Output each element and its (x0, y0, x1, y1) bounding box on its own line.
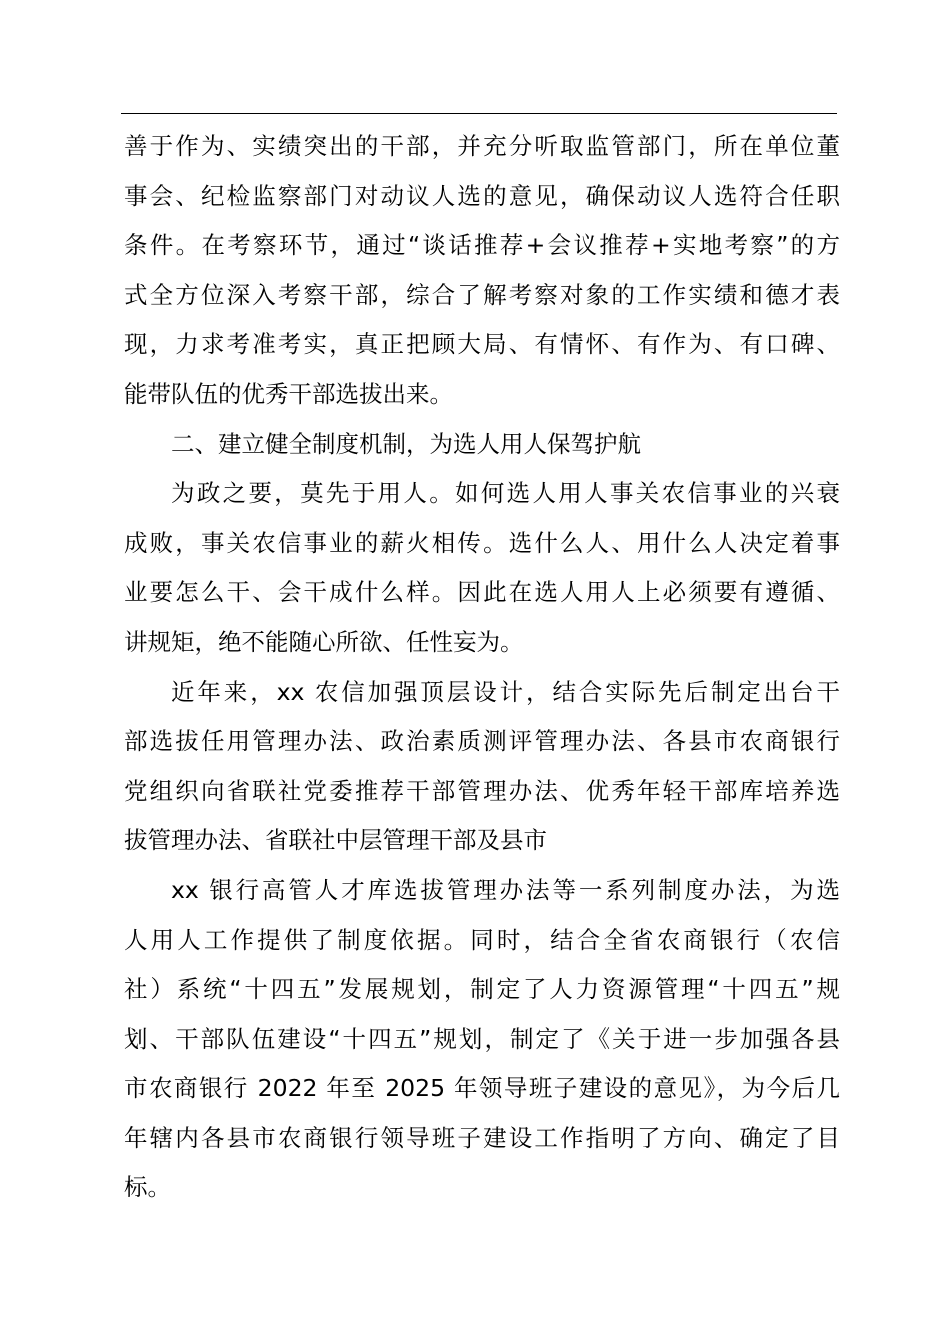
text-line: xx 银行高管人才库选拔管理办法等一系列制度办法，为选 (171, 875, 840, 904)
text-line: 社）系统“十四五”发展规划，制定了人力资源管理“十四五”规 (124, 975, 840, 1004)
text-line: 讲规矩，绝不能随心所欲、任性妄为。 (124, 627, 524, 656)
text-line: 党组织向省联社党委推荐干部管理办法、优秀年轻干部库培养选 (124, 776, 840, 805)
text-line: 成败，事关农信事业的薪火相传。选什么人、用什么人决定着事 (124, 528, 840, 557)
text-line: 业要怎么干、会干成什么样。因此在选人用人上必须要有遵循、 (124, 578, 840, 607)
text-line: 二、建立健全制度机制，为选人用人保驾护航 (171, 429, 641, 458)
text-line: 式全方位深入考察干部，综合了解考察对象的工作实绩和德才表 (124, 280, 840, 309)
header-rule (121, 113, 837, 114)
text-line: 年辖内各县市农商银行领导班子建设工作指明了方向、确定了目 (124, 1123, 840, 1152)
body-text (124, 122, 840, 1213)
text-line: 市农商银行 2022 年至 2025 年领导班子建设的意见》，为今后几 (124, 1074, 840, 1103)
text-line: 拔管理办法、省联社中层管理干部及县市 (124, 826, 547, 855)
text-line: 近年来，xx 农信加强顶层设计，结合实际先后制定出台干 (171, 677, 840, 706)
text-line: 人用人工作提供了制度依据。同时，结合全省农商银行（农信 (124, 925, 840, 954)
text-line: 标。 (124, 1173, 171, 1202)
text-line: 现，力求考准考实，真正把顾大局、有情怀、有作为、有口碑、 (124, 330, 840, 359)
text-line: 部选拔任用管理办法、政治素质测评管理办法、各县市农商银行 (124, 727, 840, 756)
text-line: 事会、纪检监察部门对动议人选的意见，确保动议人选符合任职 (124, 181, 840, 210)
text-line: 善于作为、实绩突出的干部，并充分听取监管部门，所在单位董 (124, 132, 840, 160)
text-line: 条件。在考察环节，通过“谈话推荐+会议推荐+实地考察”的方 (124, 231, 840, 260)
text-line: 为政之要，莫先于用人。如何选人用人事关农信事业的兴衰 (171, 479, 840, 508)
text-line: 划、干部队伍建设“十四五”规划，制定了《关于进一步加强各县 (124, 1024, 840, 1053)
text-line: 能带队伍的优秀干部选拔出来。 (124, 379, 453, 408)
